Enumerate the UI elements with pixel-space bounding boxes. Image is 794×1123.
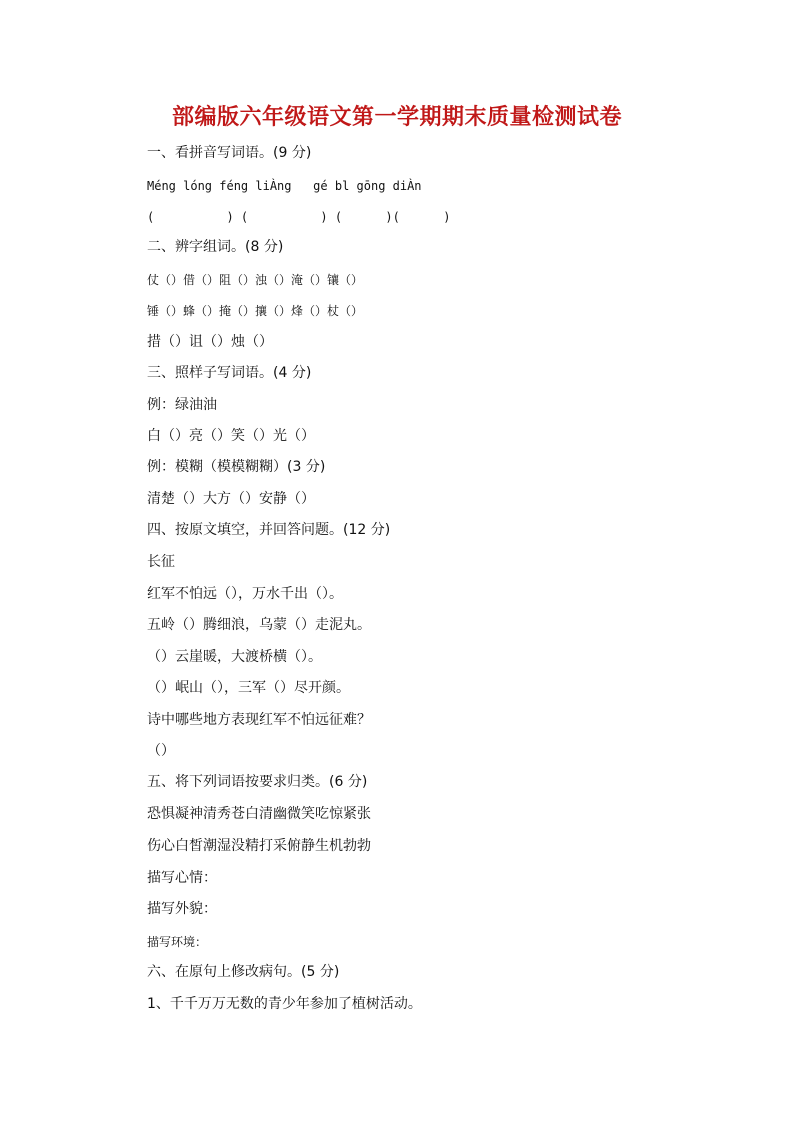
- q4-line1: 红军不怕远（），万水千出（）。: [147, 586, 343, 602]
- q3-row1: 白（）亮（）笑（）光（）: [147, 428, 315, 444]
- q1-pinyin: Méng lóng féng liÀng gé bl gōng diÀn: [147, 179, 422, 193]
- q1-blanks: ( ) ( ) ( )( ): [147, 210, 451, 224]
- q5-label-environment: 描写环境：: [147, 935, 208, 949]
- q5-heading: 五、将下列词语按要求归类。(6 分): [147, 774, 368, 790]
- q3-example1: 例：绿油油: [147, 397, 217, 413]
- q4-poem-title: 长征: [147, 554, 175, 570]
- q4-line3: （）云崖暖，大渡桥横（）。: [147, 649, 322, 665]
- q3-example2: 例：模糊（模模糊糊）(3 分): [147, 459, 326, 475]
- q6-heading: 六、在原句上修改病句。(5 分): [147, 964, 340, 980]
- q4-answer: （）: [147, 743, 175, 759]
- q5-words2: 伤心白皙潮湿没精打采俯静生机勃勃: [147, 838, 371, 854]
- q4-line4: （）岷山（），三军（）尽开颜。: [147, 680, 350, 696]
- q6-item1: 1、千千万万无数的青少年参加了植树活动。: [147, 996, 422, 1012]
- q5-words1: 恐惧凝神清秀苍白清幽微笑吃惊紧张: [147, 806, 371, 822]
- q2-row3: 措（）诅（）烛（）: [147, 334, 273, 350]
- q1-heading: 一、看拼音写词语。(9 分): [147, 145, 312, 161]
- q4-line2: 五岭（）腾细浪，乌蒙（）走泥丸。: [147, 617, 371, 633]
- q2-row1: 仗（）借（）阻（）浊（）淹（）镶（）: [147, 273, 364, 287]
- q5-label-appearance: 描写外貌：: [147, 901, 217, 917]
- q3-heading: 三、照样子写词语。(4 分): [147, 365, 312, 381]
- q3-row2: 清楚（）大方（）安静（）: [147, 491, 315, 507]
- q5-label-mood: 描写心情：: [147, 870, 217, 886]
- q2-heading: 二、辨字组词。(8 分): [147, 239, 284, 255]
- q4-question: 诗中哪些地方表现红军不怕远征难？: [147, 712, 371, 728]
- q4-heading: 四、按原文填空，并回答问题。(12 分): [147, 522, 391, 538]
- exam-title: 部编版六年级语文第一学期期末质量检测试卷: [171, 104, 622, 130]
- q2-row2: 锤（）蜂（）掩（）攘（）烽（）杖（）: [147, 304, 364, 318]
